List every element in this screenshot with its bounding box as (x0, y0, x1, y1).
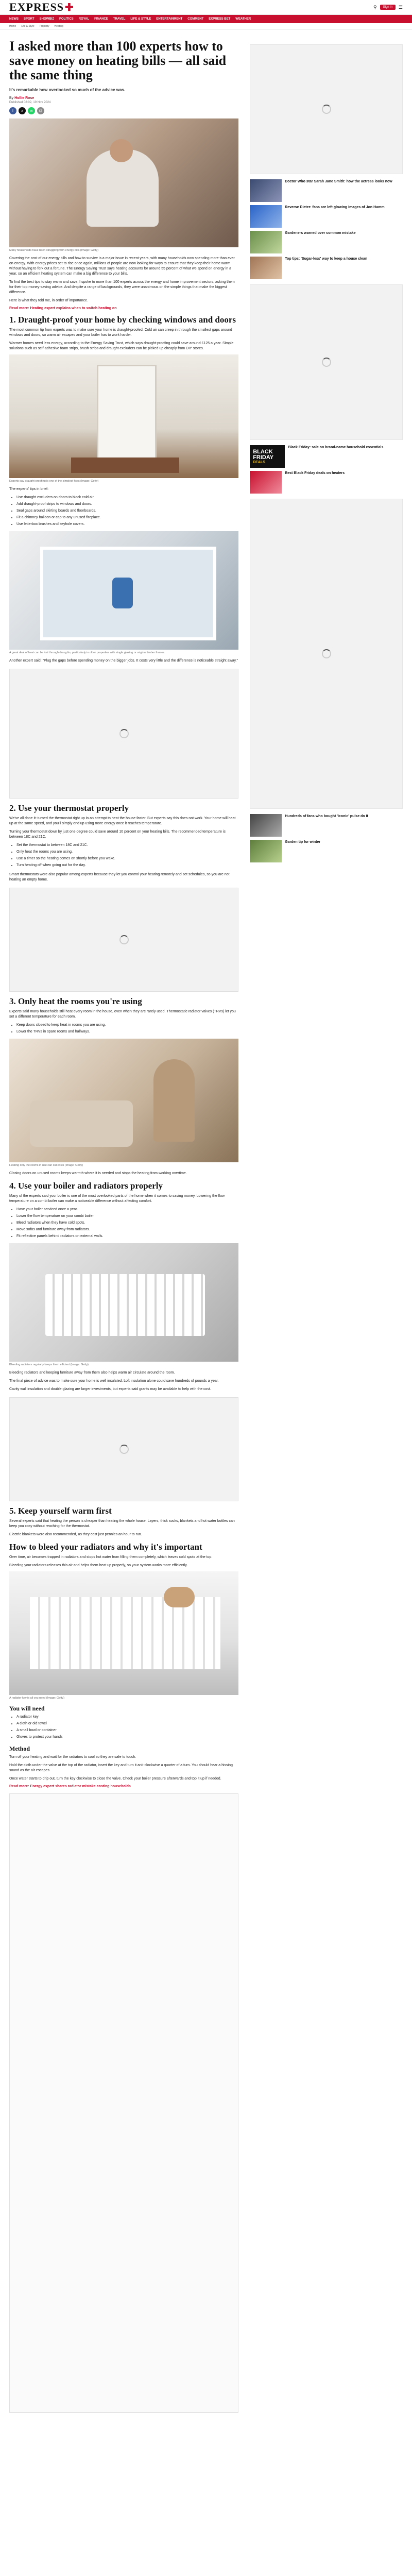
method-paragraph: Hold the cloth under the valve at the top of the radiator, insert the key and turn it anti-clockwise a quarter of a turn. You should hear a hissing sound as the air escapes. (9, 1764, 233, 1772)
breadcrumb (0, 23, 412, 30)
promo-item[interactable] (250, 179, 403, 202)
promo-thumbnail (250, 840, 282, 862)
loading-spinner-icon (119, 1445, 129, 1454)
promo-thumbnail (250, 205, 282, 228)
tips-list (9, 1023, 238, 1035)
loading-spinner-icon (322, 105, 331, 114)
person-head-shape (110, 139, 133, 162)
list-item: • Lower the flow temperature on your combi boiler. (16, 1214, 238, 1219)
list-intro: The experts' tips in brief: (9, 487, 49, 491)
promo-item[interactable] (250, 814, 403, 837)
section-paragraph: Experts said many households still heat every room in the house, even when they are rarely used. Thermostatic radiator valves (TRVs) let you set a different temperature for each room. (9, 1010, 236, 1019)
intro-paragraph: Here is what they told me, in order of importance. (9, 299, 88, 302)
section-paragraph: Turning your thermostat down by just one degree could save around 10 percent on your heating bills. The recommended temperature is between 18C and 21C. (9, 830, 226, 839)
section-heading: 2. Use your thermostat properly (9, 803, 129, 813)
author-link[interactable]: Hollie Rose (14, 96, 35, 100)
person-shape (153, 1059, 195, 1142)
section-paragraph: Bleeding your radiators releases this air and helps them heat up properly, so your system works more efficiently. (9, 1564, 188, 1567)
method-paragraph: Once water starts to drip out, turn the key clockwise to close the valve. Check your boiler pressure afterwards and top it up if needed. (9, 1777, 221, 1781)
loading-spinner-icon (119, 935, 129, 944)
list-item: • Seal gaps around skirting boards and floorboards. (16, 509, 238, 514)
breadcrumb-item[interactable]: Home (9, 25, 16, 28)
loading-spinner-icon (119, 729, 129, 738)
section-paragraph: Bleeding radiators and keeping furniture away from them also helps warm air circulate around the room. (9, 1371, 175, 1375)
nav-item[interactable]: SHOWBIZ (39, 18, 55, 21)
subheading: Method (9, 1745, 30, 1752)
nav-item[interactable]: FINANCE (94, 18, 108, 21)
section-heading: 4. Use your boiler and radiators properly (9, 1181, 163, 1191)
section-paragraph: Smart thermostats were also popular among experts because they let you control your heating remotely and set schedules, so you are not heating an empty home. (9, 873, 230, 882)
breadcrumb-item[interactable]: Life & Style (21, 25, 35, 28)
image-caption: Bleeding radiators regularly keeps them efficient (Image: Getty) (9, 1363, 89, 1366)
window-seal-image (9, 531, 238, 650)
image-caption: A radiator key is all you need (Image: Getty) (9, 1697, 64, 1700)
article-title: I asked more than 100 experts how to save money on heating bills — all said the same thing (9, 39, 227, 82)
hand-shape (164, 1587, 195, 1607)
list-item: • Have your boiler serviced once a year. (16, 1207, 238, 1212)
logo-cross-icon: ✚ (65, 2, 74, 13)
advert-slot (9, 888, 238, 992)
promo-thumbnail (250, 179, 282, 202)
byline (9, 96, 238, 100)
rug-shape (71, 457, 179, 473)
x-icon[interactable]: x (19, 107, 26, 114)
equipment-list (9, 1715, 238, 1740)
intro-paragraph: Covering the cost of our energy bills and how to survive is a major issue in recent years, with many households now spending more than ever on energy. With energy prices set to rise once again, millions of people are now looking for ways to ensure that they keep their home warm without having to fork out a fortune. The Energy Saving Trust says heating accounts for around 55 percent of what we spend on energy in a year, so an efficient heating system can make a big difference to your bills. (9, 257, 235, 276)
advert-slot (9, 1397, 238, 1501)
recommended-feed-slot (9, 1793, 238, 2413)
promo-thumbnail (250, 471, 282, 494)
promo-item[interactable] (250, 231, 403, 253)
image-caption: A great deal of heat can be lost through draughts, particularly in older properties with single glazing or original timber frames. (9, 651, 165, 654)
section-paragraph: Over time, air becomes trapped in radiators and stops hot water from filling them completely, which leaves cold spots at the top. (9, 1555, 213, 1559)
sidebar-advert (250, 284, 403, 440)
read-more-link[interactable]: Read more: Heating expert explains when to switch heating on (9, 307, 117, 310)
facebook-icon[interactable]: f (9, 107, 16, 114)
list-item: • A radiator key (16, 1715, 238, 1720)
sofa-shape (30, 1100, 133, 1147)
promo-thumbnail (250, 257, 282, 279)
header-actions (373, 5, 403, 10)
list-item: • Turn heating off when going out for the day. (16, 863, 238, 868)
promo-item[interactable] (250, 445, 403, 468)
bf-subtitle: DEALS (253, 460, 265, 464)
publish-date: Published 08:02, 19 Nov 2024 (9, 101, 51, 104)
list-item: • A cloth or old towel (16, 1721, 238, 1726)
list-item: • Use draught excluders on doors to block cold air. (16, 495, 238, 500)
whatsapp-icon[interactable]: w (28, 107, 35, 114)
radiator-shape (45, 1274, 205, 1336)
share-bar (9, 107, 238, 114)
article (9, 30, 238, 2418)
page-body (0, 30, 412, 2418)
nav-item[interactable]: WEATHER (235, 18, 251, 21)
sidebar (250, 30, 403, 2418)
gloved-hand-shape (112, 578, 133, 608)
nav-item[interactable]: LIFE & STYLE (130, 18, 151, 21)
promo-headline: Black Friday: sale on brand-name household essentials (288, 446, 384, 449)
nav-item[interactable]: COMMENT (187, 18, 204, 21)
promo-thumbnail (250, 814, 282, 837)
site-header (0, 0, 412, 30)
main-nav (0, 15, 412, 23)
bf-title: BLACK FRIDAY (253, 448, 274, 461)
image-caption: Heating only the rooms in use can cut costs (Image: Getty) (9, 1164, 83, 1167)
nav-item[interactable]: POLITICS (59, 18, 74, 21)
list-item: • Gloves to protect your hands (16, 1735, 238, 1740)
express-logo[interactable] (9, 1, 74, 14)
read-more-link[interactable]: Read more: Energy expert shares radiator mistake costing households (9, 1785, 131, 1788)
subheading: You will need (9, 1705, 45, 1712)
list-item: • Bleed radiators when they have cold spots. (16, 1221, 238, 1226)
breadcrumb-item[interactable]: Heating (54, 25, 63, 28)
nav-item[interactable]: ENTERTAINMENT (156, 18, 183, 21)
logo-text: EXPRESS (9, 1, 64, 13)
promo-item[interactable] (250, 257, 403, 279)
radiator-shape (30, 1597, 220, 1669)
section-paragraph: Several experts said that heating the person is cheaper than heating the whole house. Layers, thick socks, blankets and hot water bottles can keep you cosy without reaching for the thermostat. (9, 1519, 235, 1528)
list-item: • Fit reflective panels behind radiators on external walls. (16, 1234, 238, 1239)
method-paragraph: Turn off your heating and wait for the radiators to cool so they are safe to touch. (9, 1755, 136, 1759)
section-paragraph: Closing doors on unused rooms keeps warmth where it is needed and stops the heating from working overtime. (9, 1172, 187, 1175)
nav-item[interactable]: ROYAL (78, 18, 90, 21)
section-heading: 3. Only heat the rooms you're using (9, 996, 142, 1006)
nav-item[interactable]: SPORT (24, 18, 35, 21)
section-paragraph: The most common tip from experts was to make sure your home is draught-proofed. Cold air can creep in through the smallest gaps around windows and doors, so warm air escapes and your boiler has to work harder. (9, 328, 232, 337)
list-item: • Set the thermostat to between 18C and 21C. (16, 843, 238, 848)
section-paragraph: Many of the experts said your boiler is one of the most overlooked parts of the home when it comes to saving money. Lowering the flow temperature on a combi boiler can make a noticeable difference without affecting comfort. (9, 1194, 225, 1203)
promo-item[interactable] (250, 205, 403, 228)
promo-item[interactable] (250, 471, 403, 494)
promo-headline: Best Black Friday deals on heaters (285, 471, 345, 475)
byline-prefix: By (9, 96, 14, 100)
nav-item[interactable]: NEWS (9, 18, 19, 21)
breadcrumb-item[interactable]: Property (39, 25, 49, 28)
intro-paragraph: To find the best tips to stay warm and save, I spoke to more than 100 experts across the energy and home improvement sectors, asking them for their top money-saving advice. And despite a range of backgrounds, they were unanimous on the simple things that make the biggest difference. (9, 280, 235, 294)
section-paragraph: Another expert said: "Plug the gaps before spending money on the bigger jobs. It costs very little and the difference is noticeable straight away." (9, 659, 238, 663)
doorway-image (9, 354, 238, 478)
list-item: • Lower the TRVs in spare rooms and hallways. (16, 1029, 238, 1035)
living-room-image (9, 1039, 238, 1162)
promo-thumbnail (250, 231, 282, 253)
black-friday-thumbnail (250, 445, 285, 468)
list-item: • Only heat the rooms you are using. (16, 850, 238, 855)
section-paragraph: Cavity wall insulation and double glazing are larger investments, but experts said grants may be available to help with the cost. (9, 1387, 211, 1391)
advert-slot (9, 669, 238, 799)
section-heading: How to bleed your radiators and why it's important (9, 1542, 202, 1552)
sidebar-advert (250, 44, 403, 174)
image-caption: Experts say draught-proofing is one of the simplest fixes (Image: Getty) (9, 480, 99, 483)
list-item: • A small bowl or container (16, 1728, 238, 1733)
list-item: • Add draught-proof strips to windows and doors. (16, 502, 238, 507)
promo-headline: Reverse Dieter: fans are left glowing images of Jon Hamm (285, 206, 385, 209)
standfirst: It's remarkable how overlooked so much of the advice was. (9, 88, 126, 92)
sidebar-advert (250, 499, 403, 809)
promo-headline: Hundreds of fans who bought 'iconic' pulse do it (285, 815, 368, 818)
section-paragraph: The final piece of advice was to make sure your home is well insulated. Loft insulation alone could save hundreds of pounds a year. (9, 1379, 219, 1383)
loading-spinner-icon (322, 649, 331, 658)
mail-icon[interactable]: @ (37, 107, 44, 114)
radiator-image (9, 1243, 238, 1362)
menu-icon[interactable]: ☰ (398, 4, 403, 10)
radiator-key-image (9, 1571, 238, 1695)
search-icon[interactable]: ⚲ (373, 4, 377, 10)
section-paragraph: We've all done it: turned the thermostat right up in an attempt to heat the house faster. But experts say this does not work. Your home will heat up at the same speed, and you'll simply end up using more energy once it reaches temperature. (9, 817, 236, 825)
section-paragraph: Warmer homes need less energy, according to the Energy Saving Trust, which says draught-proofing could save around £125 a year. Simple solutions such as self-adhesive foam strips, brush strips and draught excluders can be picked up cheaply from DIY stores. (9, 342, 234, 350)
tips-list (9, 495, 238, 527)
nav-item[interactable]: EXPRESS BET (209, 18, 231, 21)
loading-spinner-icon (322, 358, 331, 367)
promo-headline: Doctor Who star Sarah Jane Smith: how the actress looks now (285, 180, 392, 183)
section-paragraph: Electric blankets were also recommended, as they cost just pennies an hour to run. (9, 1533, 142, 1536)
promo-item[interactable] (250, 840, 403, 862)
list-item: • Move sofas and furniture away from radiators. (16, 1227, 238, 1232)
tips-list (9, 843, 238, 868)
hero-caption: Many households have been struggling with energy bills (Image: Getty) (9, 249, 99, 252)
hero-image (9, 118, 238, 247)
door-shape (97, 365, 157, 471)
sign-in-button[interactable]: Sign in (380, 5, 396, 10)
tips-list (9, 1207, 238, 1239)
list-item: • Use a timer so the heating comes on shortly before you wake. (16, 856, 238, 861)
masthead (0, 0, 412, 15)
promo-headline: Garden tip for winter (285, 840, 321, 844)
list-item: • Fit a chimney balloon or cap to any unused fireplace. (16, 515, 238, 520)
promo-headline: Top tips: 'Sugar-less' way to keep a house clean (285, 257, 368, 261)
list-item: • Keep doors closed to keep heat in rooms you are using. (16, 1023, 238, 1028)
section-heading: 5. Keep yourself warm first (9, 1506, 112, 1516)
nav-item[interactable]: TRAVEL (113, 18, 126, 21)
section-heading: 1. Draught-proof your home by checking windows and doors (9, 315, 236, 325)
promo-headline: Gardeners warned over common mistake (285, 231, 356, 235)
list-item: • Use letterbox brushes and keyhole covers. (16, 522, 238, 527)
